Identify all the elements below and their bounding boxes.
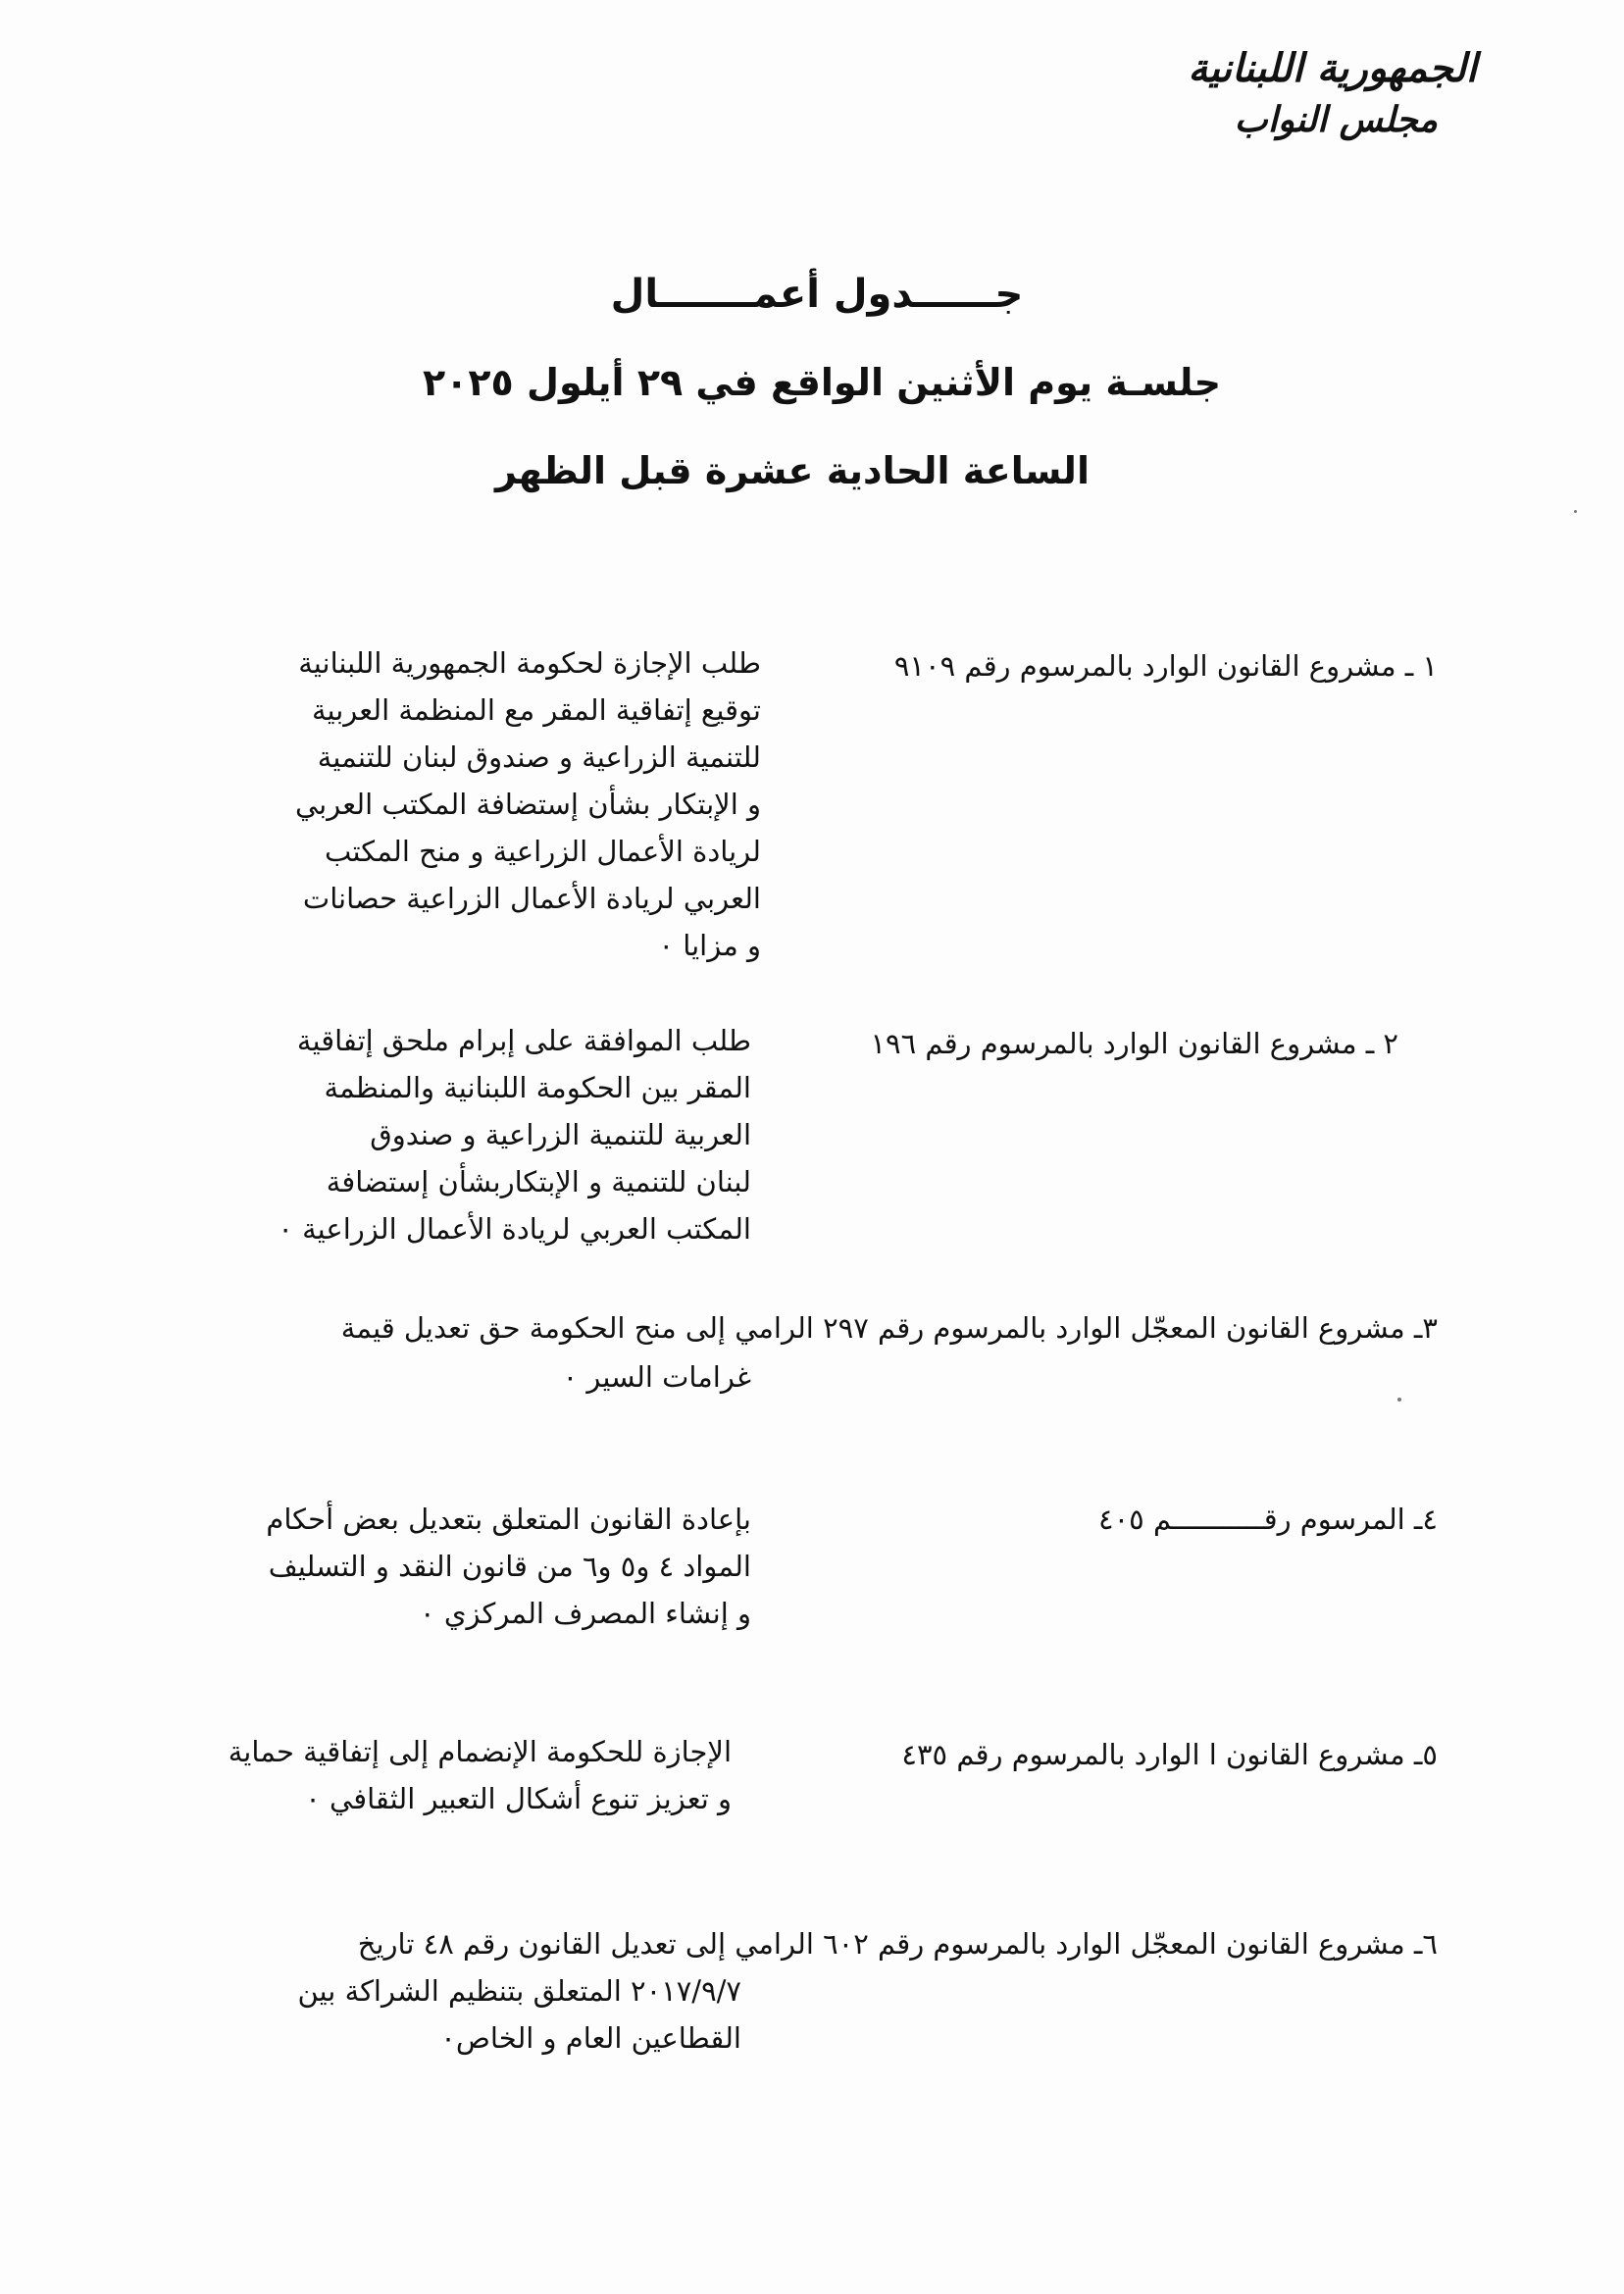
agenda-item-label: ٢ ـ مشروع القانون الوارد بالمرسوم رقم ١٩٦	[870, 1027, 1398, 1060]
agenda-item-description: غرامات السير ٠	[562, 1360, 751, 1394]
agenda-item-label: ١ ـ مشروع القانون الوارد بالمرسوم رقم ٩١٠٩	[893, 649, 1438, 683]
agenda-item-label: ٣ـ مشروع القانون المعجّل الوارد بالمرسوم رقم ٢٩٧ الرامي إلى منح الحكومة حق تعديل قيمة	[340, 1311, 1438, 1345]
agenda-item-description: طلب الموافقة على إبرام ملحق إتفاقية المقر بين الحكومة اللبنانية والمنظمة العربية للتنمية الزراعية و صندوق لبنان للتنمية و الإبتكاربشأن إستضافة المكتب العربي لريادة الأعمال الزراعية ٠	[278, 1024, 751, 1246]
agenda-item-description: ٢٠١٧/٩/٧ المتعلق بتنظيم الشراكة بين القطاعين العام و الخاص٠	[297, 1974, 741, 2055]
agenda-item-label: ٥ـ مشروع القانون ا الوارد بالمرسوم رقم ٤٣٥	[901, 1738, 1438, 1771]
letterhead-parliament: مجلس النواب	[1234, 100, 1438, 140]
agenda-title: جــــــدول أعمـــــــال	[610, 272, 1024, 317]
agenda-item-label: ٦ـ مشروع القانون المعجّل الوارد بالمرسوم رقم ٦٠٢ الرامي إلى تعديل القانون رقم ٤٨ تاريخ	[357, 1927, 1438, 1961]
letterhead-republic: الجمهورية اللبنانية	[1188, 46, 1477, 91]
session-date: جلسـة يوم الأثنين الواقع في ٢٩ أيلول ٢٠٢٥	[422, 361, 1222, 404]
session-time: الساعة الحادية عشرة قبل الظهر	[495, 449, 1090, 492]
agenda-item-label: ٤ـ المرسوم رقـــــــــــم ٤٠٥	[1098, 1503, 1438, 1536]
agenda-item-description: طلب الإجازة لحكومة الجمهورية اللبنانية توقيع إتفاقية المقر مع المنظمة العربية للتنمية الزراعية و صندوق لبنان للتنمية و الإبتكار بشأن إستضافة المكتب العربي لريادة الأعمال الزراعية و منح المكتب العربي لريادة الأعمال الزراعية حصانات و مزايا ٠	[295, 646, 761, 962]
scan-speck	[1574, 510, 1577, 513]
agenda-item-description: الإجازة للحكومة الإنضمام إلى إتفاقية حماية و تعزيز تنوع أشكال التعبير الثقافي ٠	[228, 1735, 732, 1815]
agenda-item-description: بإعادة القانون المتعلق بتعديل بعض أحكام المواد ٤ و٥ و٦ من قانون النقد و التسليف و إنشاء المصرف المركزي ٠	[266, 1503, 751, 1630]
